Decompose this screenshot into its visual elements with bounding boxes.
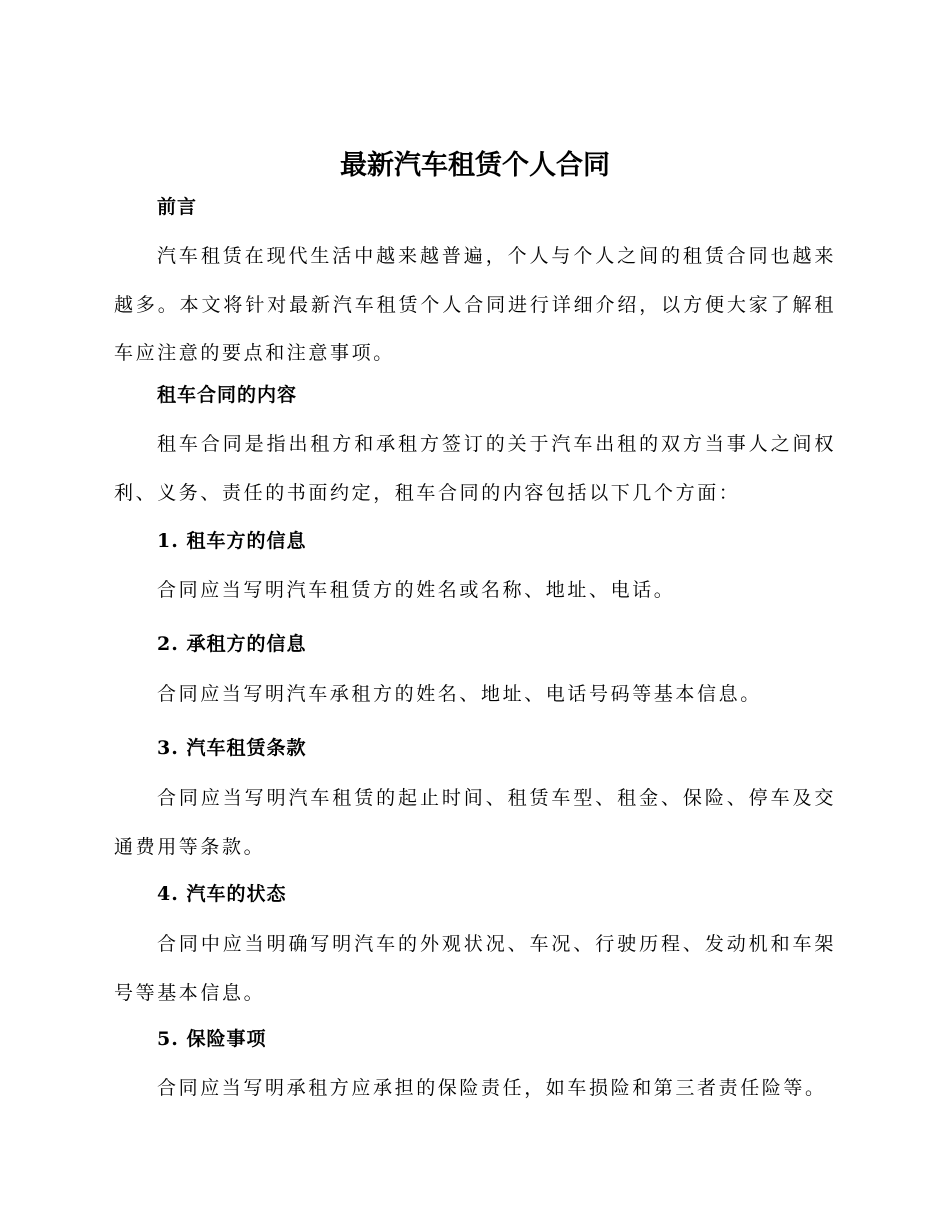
paragraph-insurance: 合同应当写明承租方应承担的保险责任，如车损险和第三者责任险等。 (157, 1077, 827, 1099)
paragraph-preface: 汽车租赁在现代生活中越来越普遍，个人与个人之间的租赁合同也越来越多。本文将针对最新汽车租赁个人合同进行详细介绍，以方便大家了解租车应注意的要点和注意事项。 (114, 245, 836, 364)
section-heading-rental-terms: 3. 汽车租赁条款 (157, 737, 307, 759)
paragraph-lessee-info: 合同应当写明汽车承租方的姓名、地址、电话号码等基本信息。 (157, 683, 762, 705)
paragraph-vehicle-status: 合同中应当明确写明汽车的外观状况、车况、行驶历程、发动机和车架号等基本信息。 (114, 933, 836, 1004)
section-heading-lessee-info: 2. 承租方的信息 (157, 633, 307, 655)
document-title: 最新汽车租赁个人合同 (340, 150, 610, 181)
section-heading-renter-info: 1. 租车方的信息 (157, 530, 307, 552)
section-heading-preface: 前言 (157, 196, 198, 218)
section-heading-insurance: 5. 保险事项 (157, 1028, 267, 1050)
paragraph-renter-info: 合同应当写明汽车租赁方的姓名或名称、地址、电话。 (157, 579, 676, 601)
paragraph-contract-content: 租车合同是指出租方和承租方签订的关于汽车出租的双方当事人之间权利、义务、责任的书面约定，租车合同的内容包括以下几个方面： (114, 433, 836, 504)
section-heading-vehicle-status: 4. 汽车的状态 (157, 883, 287, 905)
paragraph-rental-terms: 合同应当写明汽车租赁的起止时间、租赁车型、租金、保险、停车及交通费用等条款。 (114, 787, 836, 858)
section-heading-contract-content: 租车合同的内容 (157, 384, 298, 406)
